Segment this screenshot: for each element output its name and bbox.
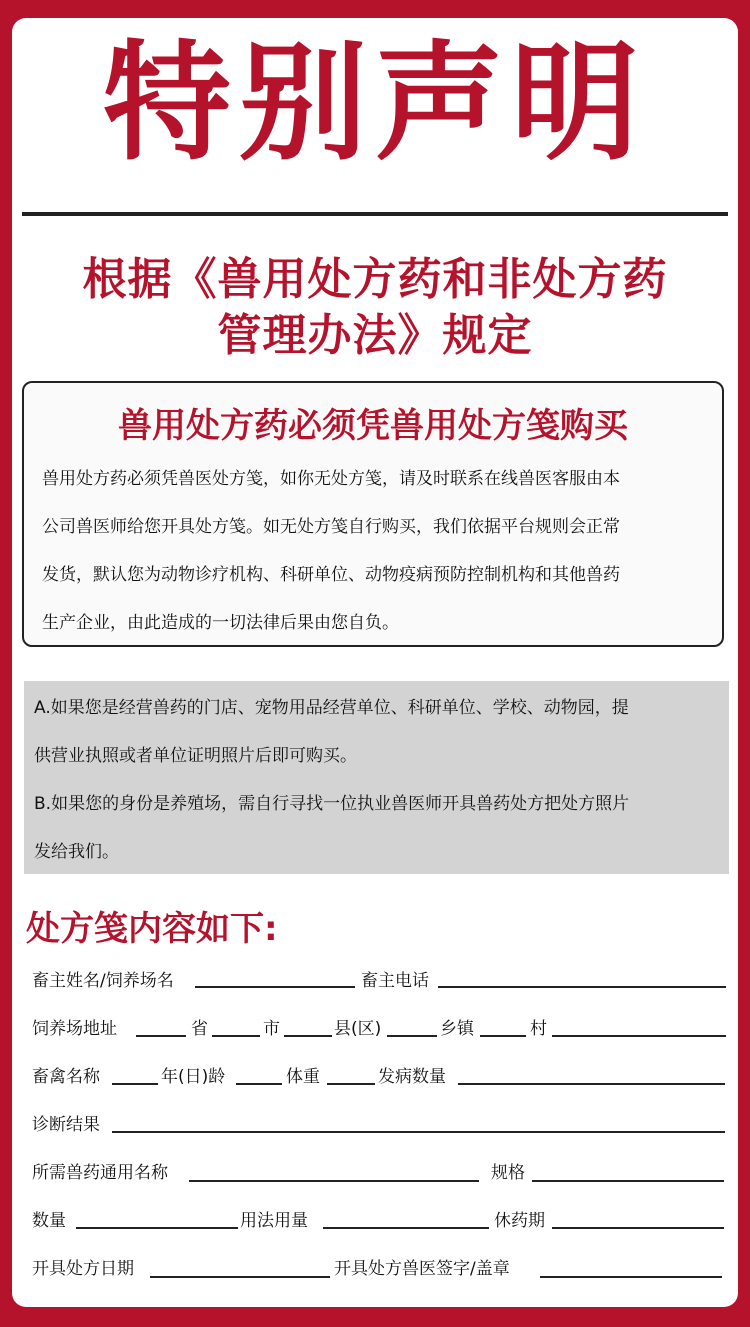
vet-sign-label: 开具处方兽医签字/盖章: [334, 1259, 510, 1279]
age-label: 年(日)龄: [161, 1067, 226, 1087]
county-field: [284, 1035, 332, 1037]
owner-name-field: [195, 986, 355, 988]
weight-field: [327, 1083, 375, 1085]
notice-box: [22, 381, 724, 647]
prescription-form-title: 处方笺内容如下:: [26, 909, 278, 949]
province-label: 省: [191, 1019, 208, 1039]
owner-phone-label: 畜主电话: [361, 971, 429, 991]
farm-address-label: 饲养场地址: [32, 1019, 117, 1039]
village-detail-field: [552, 1035, 726, 1037]
spec-field: [532, 1180, 724, 1182]
condition-line: 发给我们。: [34, 842, 119, 862]
withdrawal-label: 休药期: [494, 1211, 545, 1231]
drug-name-label: 所需兽药通用名称: [32, 1163, 168, 1183]
city-field: [212, 1035, 260, 1037]
animal-name-label: 畜禽名称: [32, 1067, 100, 1087]
village-field: [480, 1035, 526, 1037]
issue-date-label: 开具处方日期: [32, 1259, 134, 1279]
animal-name-field: [112, 1083, 158, 1085]
spec-label: 规格: [491, 1163, 525, 1183]
regulation-heading-line2: 管理办法》规定: [217, 310, 533, 361]
usage-field: [323, 1227, 489, 1229]
sick-count-label: 发病数量: [378, 1067, 446, 1087]
drug-name-field: [189, 1180, 479, 1182]
sick-count-field: [458, 1083, 725, 1085]
quantity-label: 数量: [32, 1211, 66, 1231]
condition-line: B.如果您的身份是养殖场，需自行寻找一位执业兽医师开具兽药处方把处方照片: [34, 794, 630, 814]
diagnosis-field: [112, 1131, 725, 1133]
divider: [22, 212, 728, 216]
vet-sign-field: [540, 1276, 722, 1278]
province-field: [136, 1035, 186, 1037]
village-label: 村: [530, 1019, 547, 1039]
regulation-heading-line1: 根据《兽用处方药和非处方药: [82, 254, 668, 305]
county-label: 县(区): [334, 1019, 382, 1039]
condition-line: 供营业执照或者单位证明照片后即可购买。: [34, 746, 357, 766]
weight-label: 体重: [286, 1067, 320, 1087]
notice-line: 生产企业，由此造成的一切法律后果由您自负。: [42, 613, 399, 633]
page-title: 特别声明: [102, 29, 647, 178]
town-label: 乡镇: [440, 1019, 474, 1039]
notice-title: 兽用处方药必须凭兽用处方笺购买: [118, 406, 628, 446]
purchase-conditions-panel: [24, 681, 729, 874]
notice-line: 发货，默认您为动物诊疗机构、科研单位、动物疫病预防控制机构和其他兽药: [42, 565, 620, 585]
notice-line: 公司兽医师给您开具处方笺。如无处方笺自行购买，我们依据平台规则会正常: [42, 517, 620, 537]
diagnosis-label: 诊断结果: [32, 1115, 100, 1135]
withdrawal-field: [552, 1227, 724, 1229]
condition-line: A.如果您是经营兽药的门店、宠物用品经营单位、科研单位、学校、动物园，提: [34, 698, 629, 718]
owner-name-label: 畜主姓名/饲养场名: [32, 971, 174, 991]
owner-phone-field: [438, 986, 726, 988]
town-field: [387, 1035, 437, 1037]
city-label: 市: [263, 1019, 280, 1039]
notice-line: 兽用处方药必须凭兽医处方笺，如你无处方笺，请及时联系在线兽医客服由本: [42, 469, 620, 489]
usage-label: 用法用量: [240, 1211, 308, 1231]
quantity-field: [76, 1227, 238, 1229]
age-field: [236, 1083, 282, 1085]
issue-date-field: [150, 1276, 330, 1278]
